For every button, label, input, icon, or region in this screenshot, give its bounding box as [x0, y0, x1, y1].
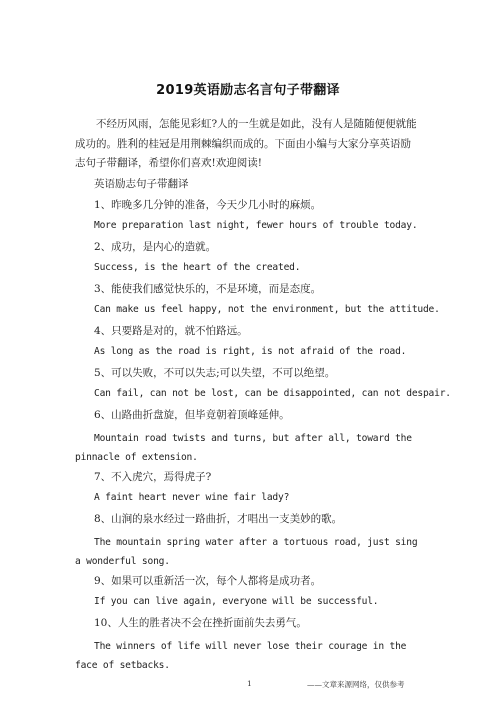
document-title: 2019英语励志名言句子带翻译 — [156, 83, 340, 98]
item-4-english: As long as the road is right, is not afraid of the road. — [94, 346, 407, 357]
item-8-chinese: 8、山涧的泉水经过一路曲折，才唱出一支美妙的歌。 — [94, 513, 343, 525]
item-3-english: Can make us feel happy, not the environment, but the attitude. — [94, 304, 440, 315]
page-number: 1 — [247, 679, 252, 688]
source-note: ——文章来源网络，仅供参考 — [307, 680, 405, 689]
item-5-english: Can fail, can not be lost, can be disappointed, can not despair. — [94, 388, 451, 399]
item-6-english: Mountain road twists and turns, but after all, toward the pinnacle of extension. — [75, 433, 412, 463]
item-1-english: More preparation last night, fewer hours of trouble today. — [94, 220, 418, 231]
item-9-chinese: 9、如果可以重新活一次，每个人都将是成功者。 — [94, 575, 322, 587]
item-6-chinese: 6、山路曲折盘旋，但毕竟朝着顶峰延伸。 — [94, 409, 290, 421]
item-3-chinese: 3、能使我们感觉快乐的，不是环境，而是态度。 — [94, 283, 322, 295]
item-9-english: If you can live again, everyone will be successful. — [94, 596, 379, 607]
item-5-chinese: 5、可以失败，不可以失志;可以失望，不可以绝望。 — [94, 367, 336, 379]
page-footer — [0, 679, 496, 693]
section-heading: 英语励志句子带翻译 — [94, 178, 189, 190]
item-2-english: Success, is the heart of the created. — [94, 262, 301, 273]
item-10-chinese: 10、人生的胜者决不会在挫折面前失去勇气。 — [94, 617, 307, 629]
item-10-english: The winners of life will never lose their courage in the face of setbacks. — [75, 641, 407, 671]
item-2-chinese: 2、成功，是内心的造就。 — [94, 241, 217, 253]
intro-paragraph: 不经历风雨，怎能见彩虹?人的一生就是如此，没有人是随随便便就能成功的。胜利的桂冠是用荆棘编织而成的。下面由小编与大家分享英语励志句子带翻译，希望你们喜欢!欢迎阅读! — [75, 118, 417, 169]
item-1-chinese: 1、昨晚多几分钟的准备，今天少几小时的麻烦。 — [94, 199, 322, 211]
item-4-chinese: 4、只要路是对的，就不怕路远。 — [94, 325, 248, 337]
item-7-english: A faint heart never wine fair lady? — [94, 492, 290, 503]
item-8-english: The mountain spring water after a tortuous road, just sing a wonderful song. — [75, 537, 418, 567]
item-7-chinese: 7、不入虎穴，焉得虎子? — [94, 471, 212, 483]
